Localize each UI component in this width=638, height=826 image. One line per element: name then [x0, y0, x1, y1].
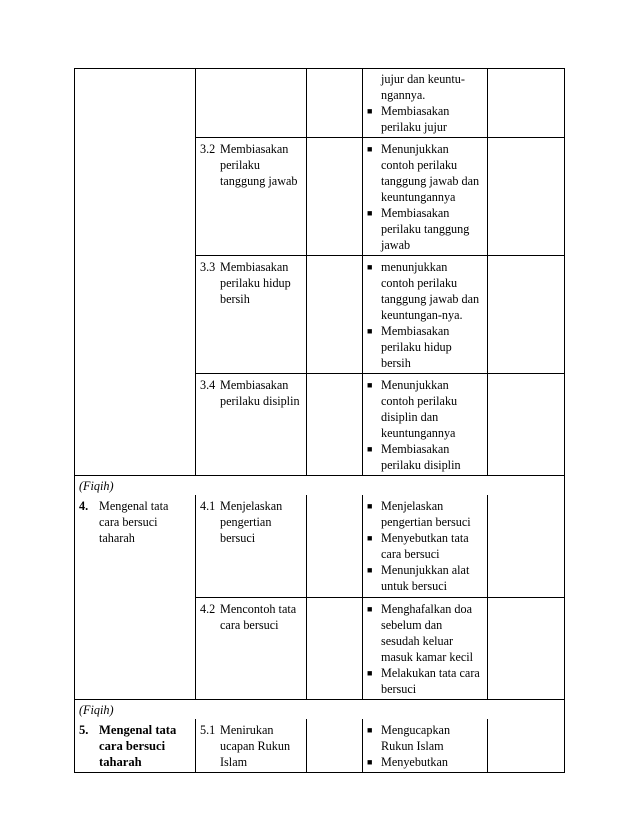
indicator-text: Menunjukkan contoh perilaku tanggung jawab dan keuntungannya	[381, 142, 480, 204]
kd-text: Membiasakan perilaku hidup bersih	[220, 260, 291, 306]
list-item	[367, 71, 483, 103]
indicator-list	[367, 259, 483, 371]
list-item	[367, 323, 483, 371]
bullet-square-icon: ■	[367, 106, 373, 116]
indicator-text: Menyebutkan tata cara bersuci	[381, 530, 469, 561]
kd-number: 4.2	[200, 602, 216, 616]
cell-indikator	[363, 69, 488, 138]
cell-empty	[307, 256, 363, 374]
list-item	[367, 601, 483, 665]
indicator-text: Menjelaskan pengertian bersuci	[381, 498, 471, 529]
kd-text: Mencontoh tata cara bersuci	[220, 602, 297, 632]
curriculum-table	[74, 68, 565, 773]
sk-number: 4.	[79, 498, 89, 513]
cell-empty	[488, 598, 565, 700]
cell-indikator	[363, 719, 488, 773]
cell-kompetensi-dasar	[196, 495, 307, 598]
bullet-square-icon: ■	[367, 532, 373, 543]
indicator-text: Membiasakan perilaku disiplin	[381, 442, 461, 472]
kd-number: 3.3	[200, 260, 216, 274]
indicator-list	[367, 601, 483, 697]
cell-indikator	[363, 495, 488, 598]
bullet-square-icon: ■	[367, 444, 373, 454]
indicator-text: Menunjukkan contoh perilaku disiplin dan keuntungannya	[381, 378, 458, 440]
cell-kompetensi-dasar	[196, 374, 307, 476]
list-item	[367, 259, 483, 323]
indicator-text: Membiasakan perilaku hidup bersih	[381, 324, 452, 370]
indicator-text: Melakukan tata cara bersuci	[381, 666, 480, 696]
bullet-square-icon: ■	[367, 724, 373, 735]
section-label: (Fiqih)	[79, 703, 114, 717]
cell-kompetensi-dasar	[196, 138, 307, 256]
kd-number: 3.4	[200, 378, 216, 392]
cell-empty	[307, 495, 363, 598]
indicator-text: menunjukkan contoh perilaku tanggung jawab dan keuntungan-nya.	[381, 260, 480, 322]
sk-number: 5.	[79, 722, 89, 737]
sk-text: Mengenal tata cara bersuci taharah	[99, 498, 169, 545]
table-row	[75, 719, 565, 773]
list-item	[367, 722, 483, 754]
kd-number: 4.1	[200, 498, 216, 513]
cell-empty	[488, 69, 565, 138]
list-item	[367, 562, 483, 594]
cell-empty	[307, 138, 363, 256]
kd-text: Membiasakan perilaku tanggung jawab	[220, 142, 298, 188]
list-item	[367, 754, 483, 770]
bullet-square-icon: ■	[367, 756, 373, 767]
cell-standar-kompetensi	[75, 495, 196, 700]
indicator-list	[367, 71, 483, 135]
cell-empty	[307, 719, 363, 773]
bullet-square-icon: ■	[367, 144, 373, 154]
section-label: (Fiqih)	[79, 479, 114, 493]
cell-indikator	[363, 598, 488, 700]
cell-empty	[307, 69, 363, 138]
table-row	[75, 69, 565, 138]
indicator-list	[367, 722, 483, 770]
bullet-square-icon: ■	[367, 262, 373, 272]
indicator-text: Membiasakan perilaku tanggung jawab	[381, 206, 470, 252]
list-item	[367, 498, 483, 530]
kd-text: Menirukan ucapan Rukun Islam	[220, 722, 291, 769]
indicator-list	[367, 141, 483, 253]
list-item	[367, 377, 483, 441]
bullet-square-icon: ■	[367, 380, 373, 390]
cell-section-label	[75, 700, 565, 719]
cell-standar-kompetensi	[75, 719, 196, 773]
list-item	[367, 103, 483, 135]
cell-indikator	[363, 256, 488, 374]
list-item	[367, 141, 483, 205]
indicator-text: Mengucapkan Rukun Islam	[381, 722, 451, 753]
kd-number: 5.1	[200, 722, 216, 737]
cell-empty	[488, 256, 565, 374]
bullet-square-icon: ■	[367, 604, 373, 614]
cell-empty	[488, 719, 565, 773]
cell-empty	[488, 138, 565, 256]
sk-text: Mengenal tata cara bersuci taharah	[99, 722, 177, 769]
cell-kompetensi-dasar	[196, 256, 307, 374]
indicator-list	[367, 377, 483, 473]
table-row	[75, 495, 565, 598]
list-item	[367, 665, 483, 697]
bullet-square-icon: ■	[367, 564, 373, 575]
table-row	[75, 476, 565, 495]
cell-empty	[488, 495, 565, 598]
bullet-square-icon: ■	[367, 326, 373, 336]
cell-section-label	[75, 476, 565, 495]
indicator-text: Menunjukkan alat untuk bersuci	[381, 562, 470, 593]
list-item	[367, 530, 483, 562]
cell-empty	[307, 374, 363, 476]
kd-text: Menjelaskan pengertian bersuci	[220, 498, 283, 545]
list-item	[367, 441, 483, 473]
cell-empty	[488, 374, 565, 476]
cell-indikator	[363, 374, 488, 476]
bullet-square-icon: ■	[367, 668, 373, 678]
cell-standar-kompetensi	[75, 69, 196, 476]
indicator-text: Menghafalkan doa sebelum dan sesudah keluar masuk kamar kecil	[381, 602, 474, 664]
cell-empty	[307, 598, 363, 700]
list-item	[367, 205, 483, 253]
cell-kompetensi-dasar	[196, 719, 307, 773]
indicator-text: Menyebutkan	[381, 754, 449, 769]
kd-number: 3.2	[200, 142, 216, 156]
table-row	[75, 700, 565, 719]
cell-indikator	[363, 138, 488, 256]
indicator-text: jujur dan keuntu-ngannya.	[381, 72, 465, 102]
bullet-square-icon: ■	[367, 500, 373, 511]
cell-kompetensi-dasar	[196, 598, 307, 700]
kd-text: Membiasakan perilaku disiplin	[220, 378, 300, 408]
indicator-text: Membiasakan perilaku jujur	[381, 104, 450, 134]
bullet-square-icon: ■	[367, 208, 373, 218]
cell-kompetensi-dasar	[196, 69, 307, 138]
indicator-list	[367, 498, 483, 594]
